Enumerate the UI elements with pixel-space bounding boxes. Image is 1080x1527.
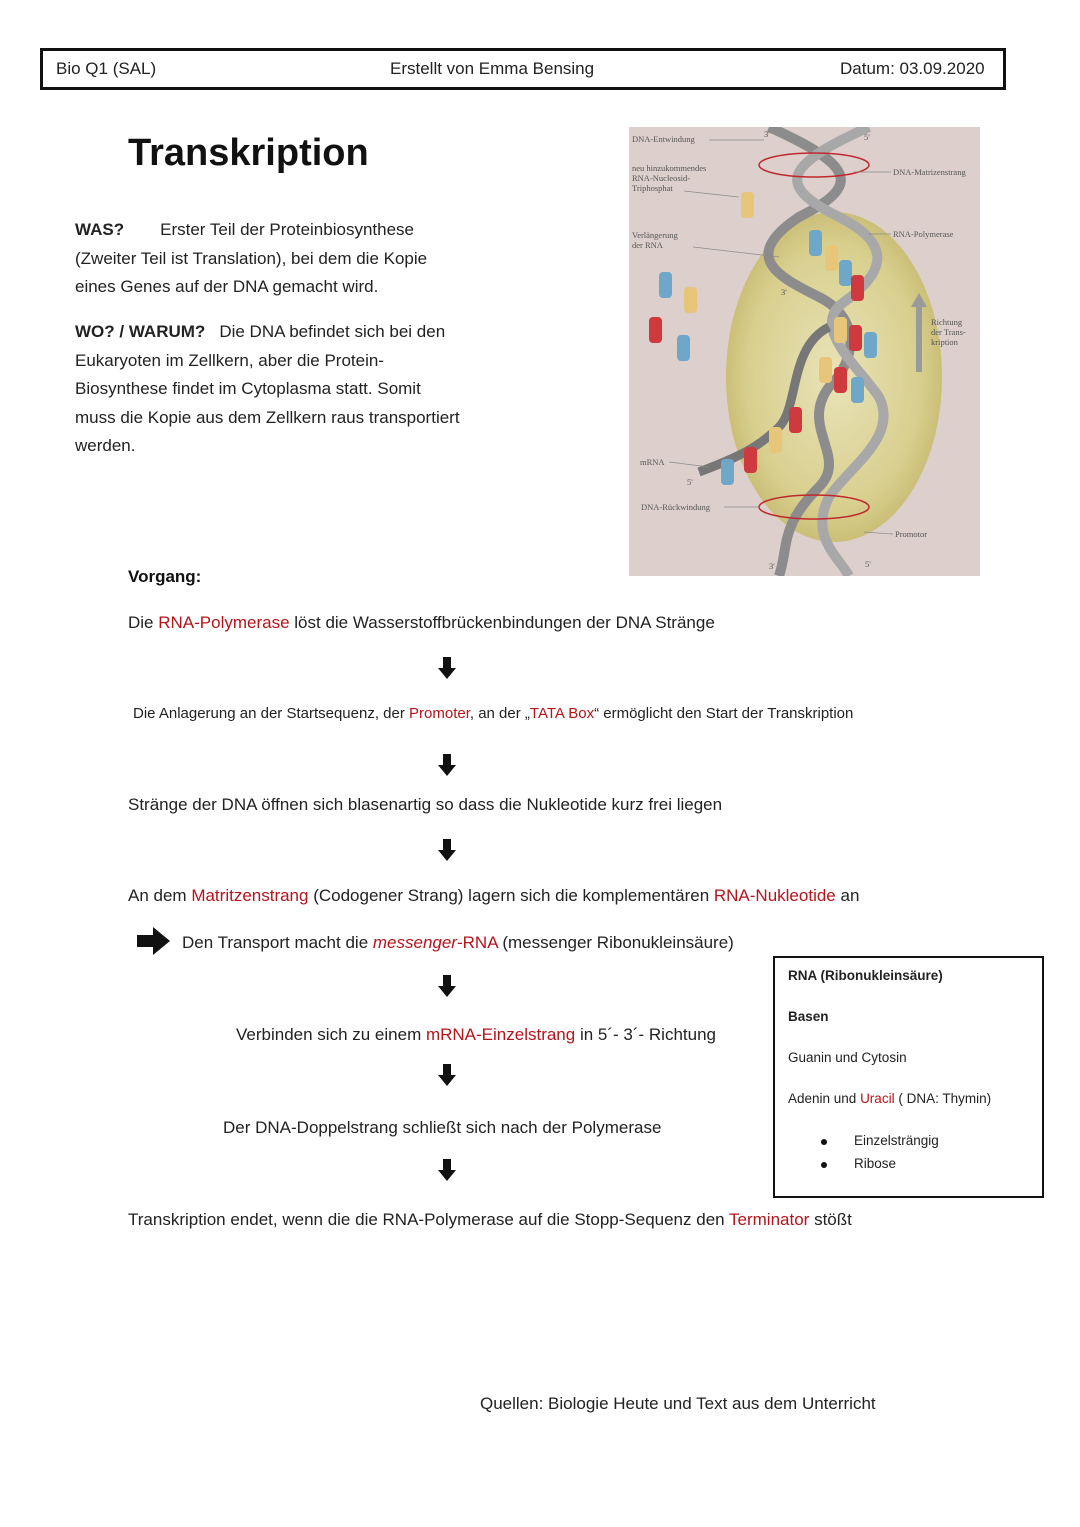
- step-7-pre: Transkription endet, wenn die die RNA-Polymerase auf die Stopp-Sequenz den: [128, 1210, 730, 1229]
- rna-box-line-2-pre: Adenin und: [788, 1091, 861, 1106]
- step-2-post: “ ermöglicht den Start der Transkription: [594, 705, 854, 722]
- wo-section: [75, 318, 595, 461]
- right-arrow-icon: [137, 927, 170, 955]
- rna-box-uracil: Uracil: [860, 1091, 895, 1106]
- label-end-3-top: 3': [764, 129, 770, 139]
- step-4: [128, 886, 859, 906]
- was-label: WAS?: [75, 220, 125, 239]
- vorgang-heading: Vorgang:: [128, 567, 202, 586]
- label-dna-entwindung: DNA-Entwindung: [632, 134, 695, 144]
- label-end-5-bottom: 5': [865, 559, 871, 569]
- step-1-pre: Die: [128, 613, 159, 632]
- step-1-post: löst die Wasserstoffbrückenbindungen der DNA Stränge: [289, 613, 715, 632]
- wo-line-4: muss die Kopie aus dem Zellkern raus transportiert: [75, 407, 460, 427]
- label-nucleosid-1: neu hinzukommendes: [632, 163, 707, 173]
- label-richtung-3: kription: [931, 337, 958, 347]
- label-nucleosid-2: RNA-Nucleosid-: [632, 173, 691, 183]
- down-arrow-icon: [438, 839, 456, 863]
- step-7: [128, 1210, 852, 1230]
- header-date: Datum: 03.09.2020: [840, 59, 985, 78]
- rna-box-basen: Basen: [788, 1009, 829, 1024]
- label-verlaengerung-1: Verlängerung: [632, 230, 678, 240]
- rna-info-box: [773, 956, 1044, 1198]
- rna-box-line-2-post: ( DNA: Thymin): [894, 1091, 992, 1106]
- down-arrow-icon: [438, 1064, 456, 1088]
- wo-line-3: Biosynthese findet im Cytoplasma statt. Somit: [75, 379, 421, 398]
- label-end-3-mid: 3': [781, 287, 787, 297]
- rna-box-bullet-1: Einzelsträngig: [854, 1133, 939, 1148]
- label-polymerase: RNA-Polymerase: [893, 229, 954, 239]
- label-end-5-top: 5': [864, 132, 870, 142]
- step-5-post: in 5´- 3´- Richtung: [575, 1025, 716, 1044]
- step-2-pre: Die Anlagerung an der Startsequenz, der: [133, 705, 410, 722]
- step-7-terminator: Terminator: [729, 1210, 810, 1229]
- step-2-tata: TATA Box: [529, 705, 595, 722]
- step-4-post: an: [835, 886, 860, 905]
- was-line-2: (Zweiter Teil ist Translation), bei dem die Kopie: [75, 248, 428, 268]
- header-course: Bio Q1 (SAL): [56, 59, 157, 78]
- down-arrow-icon: [438, 975, 456, 999]
- step-4-matritzenstrang: Matritzenstrang: [191, 886, 309, 905]
- label-richtung-2: der Trans-: [931, 327, 966, 337]
- step-4-pre: An dem: [128, 886, 192, 905]
- step-2-promoter: Promoter: [409, 705, 470, 722]
- step-2-mid: , an der „: [469, 705, 530, 722]
- step-4b-messenger: messenger: [372, 933, 457, 952]
- step-1-red: RNA-Polymerase: [158, 613, 290, 632]
- label-matrizenstrang: DNA-Matrizenstrang: [893, 167, 966, 177]
- rna-box-line-2: [788, 1091, 991, 1106]
- bullet-icon: [821, 1139, 827, 1145]
- label-nucleosid-3: Triphosphat: [632, 183, 673, 193]
- step-5-einzelstrang: mRNA-Einzelstrang: [425, 1025, 576, 1044]
- bullet-icon: [821, 1162, 827, 1168]
- was-line-1: Erster Teil der Proteinbiosynthese: [160, 220, 414, 239]
- step-2: [133, 705, 853, 722]
- was-section: [75, 216, 595, 302]
- wo-line-5: werden.: [75, 436, 136, 455]
- step-4b-pre: Den Transport macht die: [182, 933, 373, 952]
- rna-box-bullet-2: Ribose: [854, 1156, 897, 1171]
- down-arrow-icon: [438, 1159, 456, 1183]
- wo-label: WO? / WARUM?: [75, 322, 206, 341]
- label-richtung-1: Richtung: [931, 317, 963, 327]
- sources: Quellen: Biologie Heute und Text aus dem Unterricht: [480, 1394, 876, 1413]
- step-3: Stränge der DNA öffnen sich blasenartig so dass die Nukleotide kurz frei liegen: [128, 795, 723, 814]
- step-4-mid: (Codogener Strang) lagern sich die komplementären: [308, 886, 714, 905]
- step-1: [128, 613, 715, 633]
- transcription-figure: [629, 127, 980, 576]
- down-arrow-icon: [438, 657, 456, 681]
- rna-box-line-1: Guanin und Cytosin: [788, 1050, 907, 1065]
- label-end-5-mrna: 5': [687, 477, 693, 487]
- step-5-pre: Verbinden sich zu einem: [236, 1025, 426, 1044]
- step-6: Der DNA-Doppelstrang schließt sich nach der Polymerase: [223, 1118, 662, 1137]
- label-promotor: Promotor: [895, 529, 928, 539]
- wo-line-1: Die DNA befindet sich bei den: [219, 322, 446, 341]
- step-4b: [182, 933, 734, 953]
- down-arrow-icon: [438, 754, 456, 778]
- wo-line-2: Eukaryoten im Zellkern, aber die Protein-: [75, 350, 384, 370]
- step-4-rna-nukleotide: RNA-Nukleotide: [713, 886, 836, 905]
- label-rueckwindung: DNA-Rückwindung: [641, 502, 710, 512]
- header-author: Erstellt von Emma Bensing: [390, 59, 595, 78]
- rna-box-title: RNA (Ribonukleinsäure): [788, 968, 943, 983]
- label-end-3-bottom: 3': [769, 561, 775, 571]
- step-7-post: stößt: [809, 1210, 852, 1229]
- step-4b-rna: -RNA: [456, 933, 498, 952]
- was-line-3: eines Genes auf der DNA gemacht wird.: [75, 277, 379, 296]
- page-title: Transkription: [128, 132, 369, 174]
- label-mrna: mRNA: [640, 457, 665, 467]
- step-4b-post: (messenger Ribonukleinsäure): [497, 933, 734, 952]
- label-verlaengerung-2: der RNA: [632, 240, 663, 250]
- step-5: [236, 1025, 716, 1045]
